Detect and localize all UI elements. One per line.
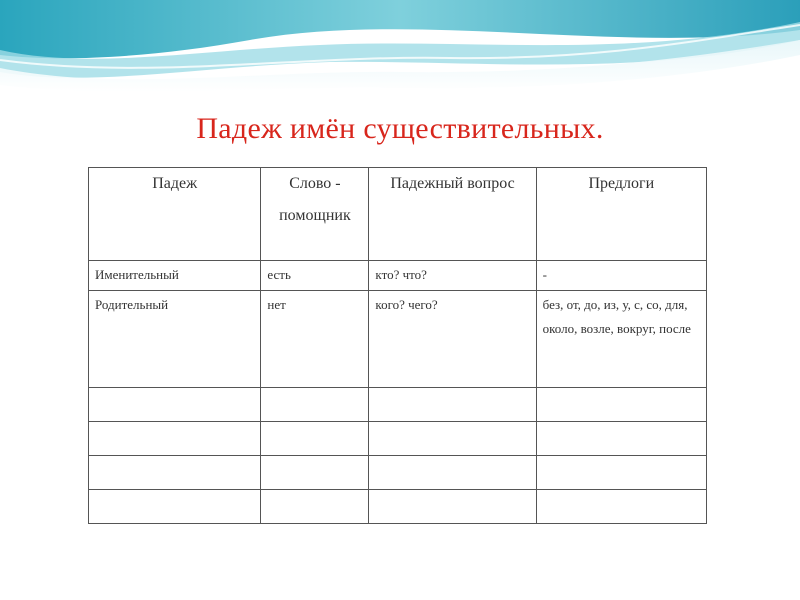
header-case-question: Падежный вопрос: [369, 168, 536, 261]
cell-case-question: кто? что?: [369, 261, 536, 291]
header-prepositions: Предлоги: [536, 168, 706, 261]
cell-empty: [369, 490, 536, 524]
table-row: [89, 291, 707, 388]
header-helper-word: Слово - помощник: [261, 168, 369, 261]
cell-empty: [261, 490, 369, 524]
cell-empty: [261, 422, 369, 456]
cell-empty: [369, 456, 536, 490]
cell-empty: [536, 388, 706, 422]
header-case: Падеж: [89, 168, 261, 261]
cell-empty: [369, 422, 536, 456]
cell-empty: [261, 388, 369, 422]
cell-prepositions: -: [536, 261, 706, 291]
cell-empty: [89, 422, 261, 456]
cell-case: Именительный: [89, 261, 261, 291]
cell-empty: [536, 456, 706, 490]
table-row: [89, 422, 707, 456]
cell-helper-word: нет: [261, 291, 369, 388]
cell-case-question: кого? чего?: [369, 291, 536, 388]
table-header-row: [89, 168, 707, 261]
cell-empty: [89, 456, 261, 490]
table-row: [89, 261, 707, 291]
decorative-wave-banner: [0, 0, 800, 95]
cell-prepositions: без, от, до, из, у, с, со, для, около, возле, вокруг, после: [536, 291, 706, 388]
table-row: [89, 490, 707, 524]
cell-empty: [536, 490, 706, 524]
cell-empty: [369, 388, 536, 422]
cell-case: Родительный: [89, 291, 261, 388]
table-row: [89, 456, 707, 490]
cell-helper-word: есть: [261, 261, 369, 291]
table-row: [89, 388, 707, 422]
slide-title: Падеж имён существительных.: [196, 112, 604, 145]
cell-empty: [536, 422, 706, 456]
cell-empty: [89, 490, 261, 524]
cell-empty: [261, 456, 369, 490]
case-table: [88, 167, 707, 524]
cell-empty: [89, 388, 261, 422]
